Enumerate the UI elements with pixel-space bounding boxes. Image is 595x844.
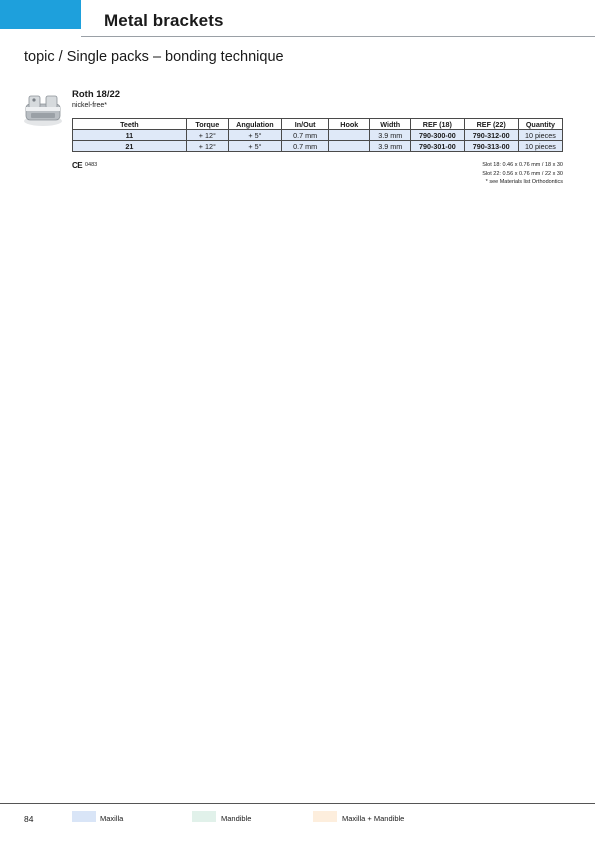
- col-torque: Torque: [186, 119, 228, 130]
- note-line: Slot 22: 0.56 x 0.76 mm / 22 x 30: [482, 170, 563, 177]
- legend-label-maxilla-mandible: Maxilla + Mandible: [342, 814, 405, 823]
- table-header-row: [73, 119, 563, 130]
- col-ref22: REF (22): [464, 119, 518, 130]
- cell-teeth: 21: [73, 141, 187, 152]
- cell-width: 3.9 mm: [370, 130, 411, 141]
- note-line: Slot 18: 0.46 x 0.76 mm / 18 x 30: [482, 162, 563, 168]
- legend-swatch-mandible: [192, 811, 216, 822]
- col-hook: Hook: [329, 119, 370, 130]
- table-row: [73, 141, 563, 152]
- page-number: 84: [24, 814, 34, 824]
- cell-quantity: 10 pieces: [518, 141, 562, 152]
- legend-label-maxilla: Maxilla: [100, 814, 124, 823]
- col-teeth: Teeth: [73, 119, 187, 130]
- cell-torque: + 12°: [186, 141, 228, 152]
- cell-ref18: 790-300-00: [411, 130, 464, 141]
- product-note: nickel-free*: [72, 102, 108, 109]
- col-width: Width: [370, 119, 411, 130]
- page-title: Metal brackets: [104, 11, 224, 30]
- ce-number: 0483: [85, 162, 98, 168]
- cell-ref22: 790-313-00: [464, 141, 518, 152]
- cell-angulation: + 5°: [228, 130, 281, 141]
- cell-inout: 0.7 mm: [282, 130, 329, 141]
- section-tab-block: [0, 0, 81, 29]
- legend-swatch-maxilla: [72, 811, 96, 822]
- col-angulation: Angulation: [228, 119, 281, 130]
- col-quantity: Quantity: [518, 119, 562, 130]
- spec-table: [72, 118, 563, 152]
- section-subtitle: topic / Single packs – bonding technique: [24, 49, 284, 65]
- cell-inout: 0.7 mm: [282, 141, 329, 152]
- table-row: [73, 130, 563, 141]
- cell-ref22: 790-312-00: [464, 130, 518, 141]
- footer-divider: [0, 803, 595, 804]
- slot-notes: [482, 161, 563, 187]
- cell-torque: + 12°: [186, 130, 228, 141]
- bracket-photo-icon: [22, 90, 64, 128]
- col-ref18: REF (18): [411, 119, 464, 130]
- legend-swatch-maxilla-mandible: [313, 811, 337, 822]
- cell-width: 3.9 mm: [370, 141, 411, 152]
- legend-label-mandible: Mandible: [221, 814, 252, 823]
- col-inout: In/Out: [282, 119, 329, 130]
- cell-ref18: 790-301-00: [411, 141, 464, 152]
- ce-mark: CE: [72, 161, 83, 170]
- note-line: * see Materials list Orthodontics: [485, 179, 563, 185]
- cell-angulation: + 5°: [228, 141, 281, 152]
- cell-quantity: 10 pieces: [518, 130, 562, 141]
- cell-teeth: 11: [73, 130, 187, 141]
- cell-hook: [329, 141, 370, 152]
- cell-hook: [329, 130, 370, 141]
- header-divider: [81, 36, 595, 37]
- product-name: Roth 18/22: [72, 89, 121, 100]
